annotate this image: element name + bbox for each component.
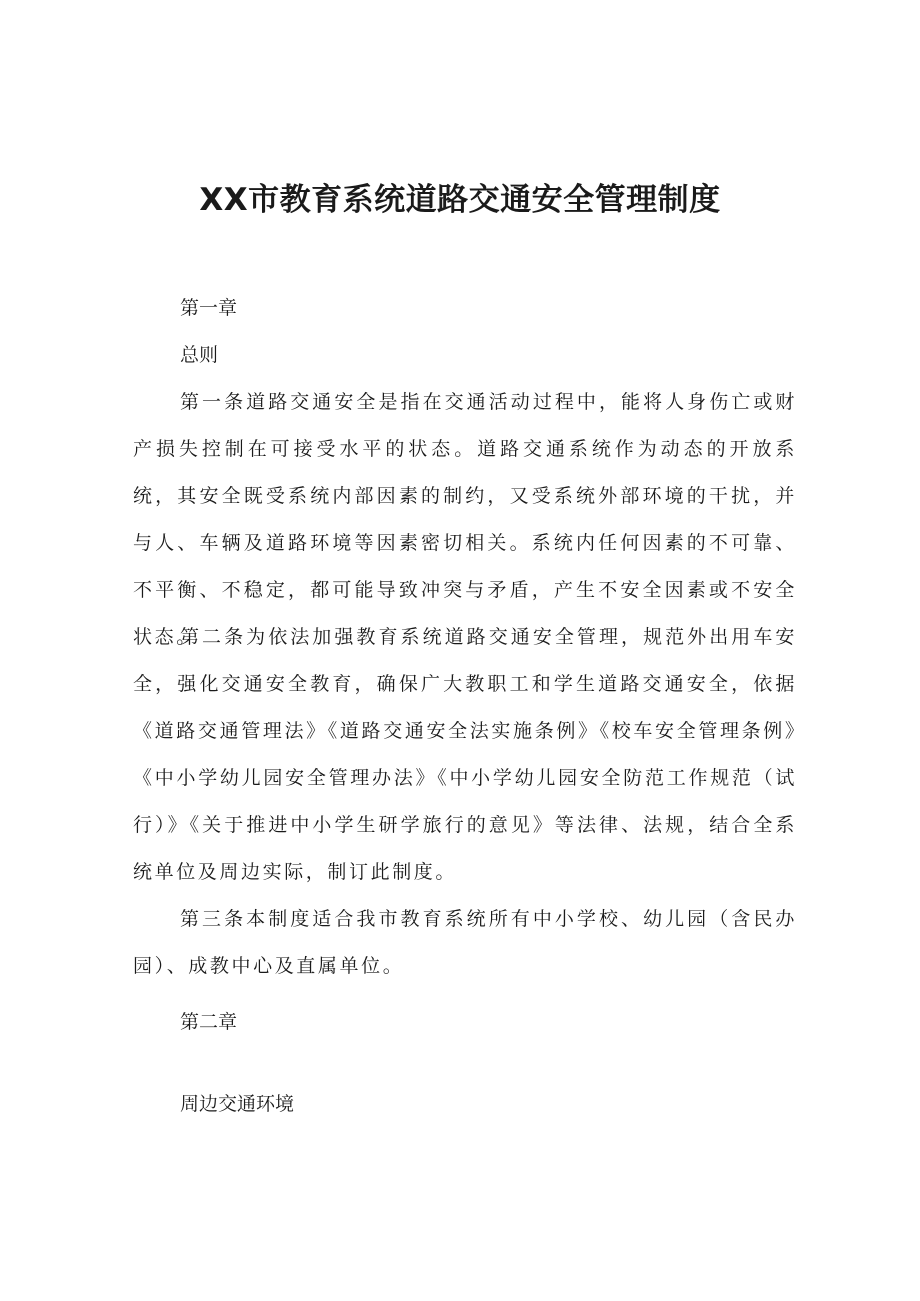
chapter-1-heading: 第一章 xyxy=(180,297,238,319)
document-title: XX市教育系统道路交通安全管理制度 xyxy=(199,182,721,218)
article-3-paragraph: 第三条本制度适合我市教育系统所有中小学校、幼儿园（含民办园）、成教中心及直属单位。 xyxy=(133,908,797,977)
article-1-paragraph: 第一条道路交通安全是指在交通活动过程中，能将人身伤亡或财产损失控制在可接受水平的状态。道路交通系统作为动态的开放系统，其安全既受系统内部因素的制约，又受系统外部环境的干扰，并与人、车辆及道路环境等因素密切相关。系统内任何因素的不可靠、不平衡、不稳定，都可能导致冲突与矛盾，产生不安全因素或不安全状态。 xyxy=(133,391,797,648)
chapter-2-subheading: 周边交通环境 xyxy=(180,1093,295,1115)
chapter-1-subheading: 总则 xyxy=(180,344,219,366)
chapter-2-heading: 第二章 xyxy=(180,1011,238,1033)
article-2-paragraph: 第二条为依法加强教育系统道路交通安全管理，规范外出用车安全，强化交通安全教育，确保广大教职工和学生道路交通安全，依据《道路交通管理法》《道路交通安全法实施条例》《校车安全管理条例》《中小学幼儿园安全管理办法》《中小学幼儿园安全防范工作规范（试行）》《关于推进中小学生研学旅行的意见》等法律、法规，结合全系统单位及周边实际，制订此制度。 xyxy=(133,626,797,883)
